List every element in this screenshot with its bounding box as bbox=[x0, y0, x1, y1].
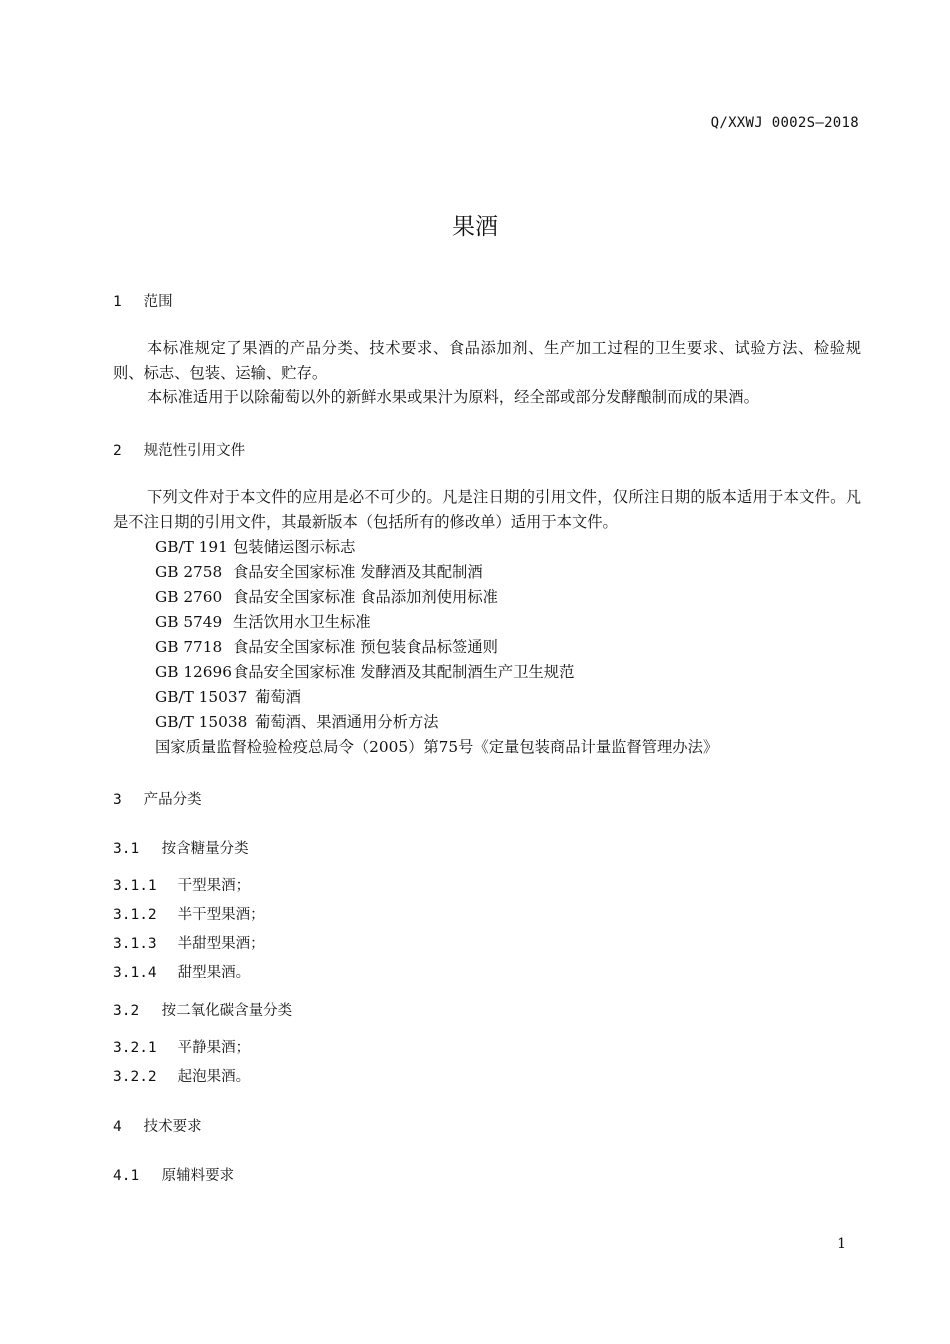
list-item bbox=[113, 1065, 250, 1086]
reference-item-regulation: 国家质量监督检验检疫总局令（2005）第75号《定量包装商品计量监督管理办法》 bbox=[155, 738, 719, 756]
item-number: 3.1.4 bbox=[113, 965, 157, 981]
document-code: Q/XXWJ 0002S—2018 bbox=[710, 115, 859, 131]
reference-item bbox=[155, 685, 301, 707]
section-number: 1 bbox=[113, 294, 122, 310]
item-text: 半干型果酒； bbox=[177, 907, 265, 923]
reference-title: 食品安全国家标准 预包装食品标签通则 bbox=[233, 638, 498, 656]
item-number: 3.1.1 bbox=[113, 878, 157, 894]
list-item bbox=[113, 903, 265, 924]
section-number: 3 bbox=[113, 792, 122, 808]
section-2-heading bbox=[113, 439, 245, 460]
reference-item bbox=[155, 585, 498, 607]
section-2-intro: 下列文件对于本文件的应用是必不可少的。凡是注日期的引用文件，仅所注日期的版本适用于本文件。凡是不注日期的引用文件，其最新版本（包括所有的修改单）适用于本文件。 bbox=[113, 488, 861, 531]
section-title: 技术要求 bbox=[143, 1119, 202, 1135]
section-1-heading bbox=[113, 290, 173, 311]
section-3-2-heading bbox=[113, 999, 292, 1020]
reference-code: GB/T 191 bbox=[155, 538, 228, 556]
section-title: 规范性引用文件 bbox=[143, 443, 246, 459]
list-item bbox=[113, 932, 265, 953]
section-title: 按含糖量分类 bbox=[161, 841, 249, 857]
item-text: 甜型果酒。 bbox=[177, 965, 251, 981]
section-title: 原辅料要求 bbox=[161, 1168, 235, 1184]
reference-item bbox=[155, 660, 574, 682]
item-text: 半甜型果酒； bbox=[177, 936, 265, 952]
reference-title: 葡萄酒 bbox=[255, 688, 301, 706]
section-number: 2 bbox=[113, 443, 122, 459]
section-number: 4 bbox=[113, 1119, 122, 1135]
section-3-1-heading bbox=[113, 837, 249, 858]
reference-item bbox=[155, 710, 439, 732]
section-1-paragraph-1: 本标准规定了果酒的产品分类、技术要求、食品添加剂、生产加工过程的卫生要求、试验方法、检验规则、标志、包装、运输、贮存。 bbox=[113, 339, 861, 382]
section-title: 产品分类 bbox=[143, 792, 202, 808]
section-1-paragraph-2: 本标准适用于以除葡萄以外的新鲜水果或果汁为原料，经全部或部分发酵酿制而成的果酒。 bbox=[147, 388, 759, 406]
list-item bbox=[113, 961, 250, 982]
item-number: 3.1.2 bbox=[113, 907, 157, 923]
section-number: 3.1 bbox=[113, 841, 140, 857]
reference-title: 生活饮用水卫生标准 bbox=[233, 613, 371, 631]
page-number: 1 bbox=[837, 1236, 846, 1252]
reference-code: GB 12696 bbox=[155, 663, 232, 681]
reference-item bbox=[155, 610, 371, 632]
list-item bbox=[113, 1036, 250, 1057]
item-number: 3.2.2 bbox=[113, 1069, 157, 1085]
item-text: 平静果酒； bbox=[177, 1040, 251, 1056]
reference-title: 葡萄酒、果酒通用分析方法 bbox=[255, 713, 439, 731]
reference-code: GB/T 15037 bbox=[155, 688, 248, 706]
reference-code: GB 2758 bbox=[155, 563, 223, 581]
reference-title: 食品安全国家标准 发酵酒及其配制酒 bbox=[233, 563, 483, 581]
document-title: 果酒 bbox=[452, 214, 498, 240]
item-number: 3.1.3 bbox=[113, 936, 157, 952]
reference-title: 食品安全国家标准 食品添加剂使用标准 bbox=[233, 588, 498, 606]
list-item bbox=[113, 874, 250, 895]
reference-code: GB/T 15038 bbox=[155, 713, 248, 731]
section-4-1-heading bbox=[113, 1164, 234, 1185]
section-number: 3.2 bbox=[113, 1003, 140, 1019]
section-title: 按二氧化碳含量分类 bbox=[161, 1003, 293, 1019]
item-number: 3.2.1 bbox=[113, 1040, 157, 1056]
section-3-heading bbox=[113, 788, 202, 809]
reference-title: 食品安全国家标准 发酵酒及其配制酒生产卫生规范 bbox=[233, 663, 575, 681]
reference-item bbox=[155, 535, 355, 557]
reference-code: GB 7718 bbox=[155, 638, 223, 656]
section-number: 4.1 bbox=[113, 1168, 140, 1184]
reference-item bbox=[155, 635, 498, 657]
reference-title: 包装储运图示标志 bbox=[233, 538, 356, 556]
section-title: 范围 bbox=[143, 294, 173, 310]
section-4-heading bbox=[113, 1115, 202, 1136]
item-text: 起泡果酒。 bbox=[177, 1069, 251, 1085]
reference-item bbox=[155, 560, 483, 582]
item-text: 干型果酒； bbox=[177, 878, 251, 894]
reference-code: GB 5749 bbox=[155, 613, 223, 631]
reference-code: GB 2760 bbox=[155, 588, 223, 606]
